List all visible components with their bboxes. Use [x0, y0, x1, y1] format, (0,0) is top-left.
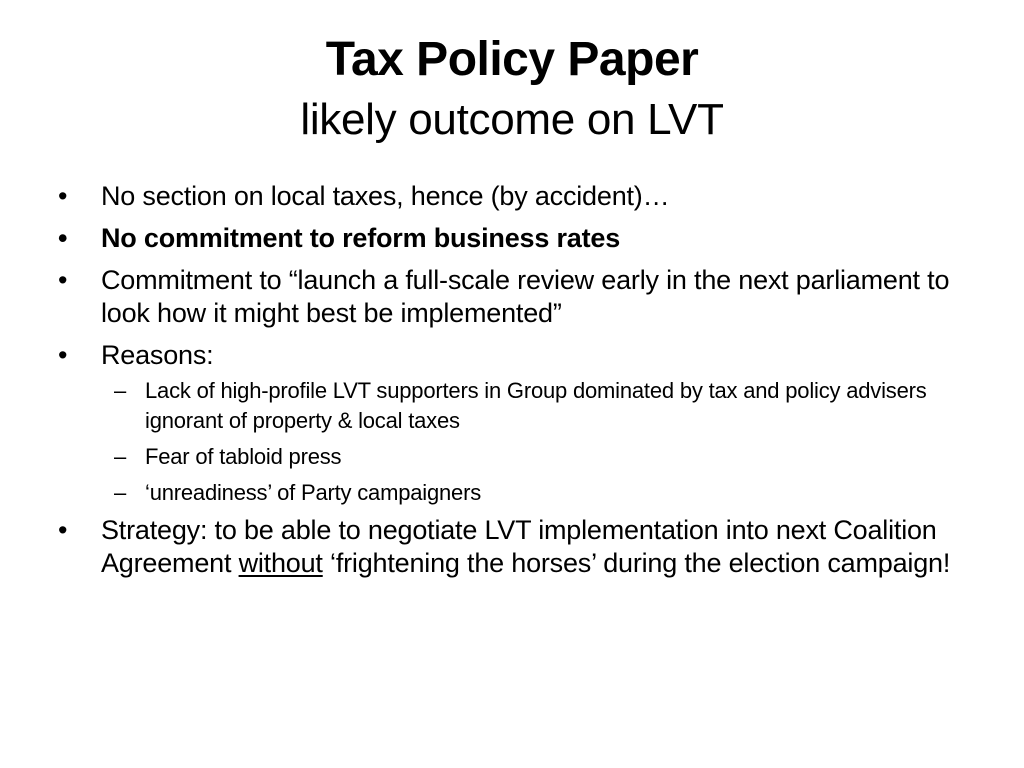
slide-title: Tax Policy Paper: [325, 33, 699, 86]
bullet-marker: •: [58, 181, 68, 211]
sub-bullet-list: [58, 376, 978, 508]
bullet-item: [58, 264, 978, 330]
bullet-item: [58, 339, 978, 372]
sub-bullet-item: [114, 442, 978, 472]
bullet-text: Commitment to “launch a full-scale review early in the next parliament to look how it might best be implemented”: [101, 265, 950, 328]
bullet-text-before: Strategy: to be able to negotiate LVT implementation into next Coalition Agreement: [101, 515, 937, 578]
bullet-list: [58, 180, 978, 589]
bullet-item: [58, 514, 978, 580]
slide-subtitle: likely outcome on LVT: [300, 95, 724, 144]
bullet-item: [58, 222, 978, 255]
bullet-marker: •: [58, 340, 68, 370]
title-block: [0, 30, 1024, 150]
bullet-marker: •: [58, 265, 68, 295]
sub-bullet-text: ‘unreadiness’ of Party campaigners: [145, 480, 482, 505]
sub-bullet-item: [114, 376, 978, 436]
underlined-word: without: [238, 548, 323, 578]
sub-bullet-marker: –: [114, 378, 127, 403]
bullet-text: No section on local taxes, hence (by accident)…: [101, 181, 670, 211]
sub-bullet-text: Fear of tabloid press: [145, 444, 342, 469]
sub-bullet-item: [114, 478, 978, 508]
bullet-marker: •: [58, 223, 68, 253]
bullet-text: Reasons:: [101, 340, 214, 370]
bullet-text-after: ‘frightening the horses’ during the election campaign!: [322, 548, 951, 578]
bullet-marker: •: [58, 515, 68, 545]
sub-bullet-text: Lack of high-profile LVT supporters in Group dominated by tax and policy advisers ignorant of property & local taxes: [145, 378, 927, 433]
bullet-text: No commitment to reform business rates: [101, 223, 621, 253]
sub-bullet-marker: –: [114, 480, 127, 505]
sub-bullet-marker: –: [114, 444, 127, 469]
bullet-item: [58, 180, 978, 213]
